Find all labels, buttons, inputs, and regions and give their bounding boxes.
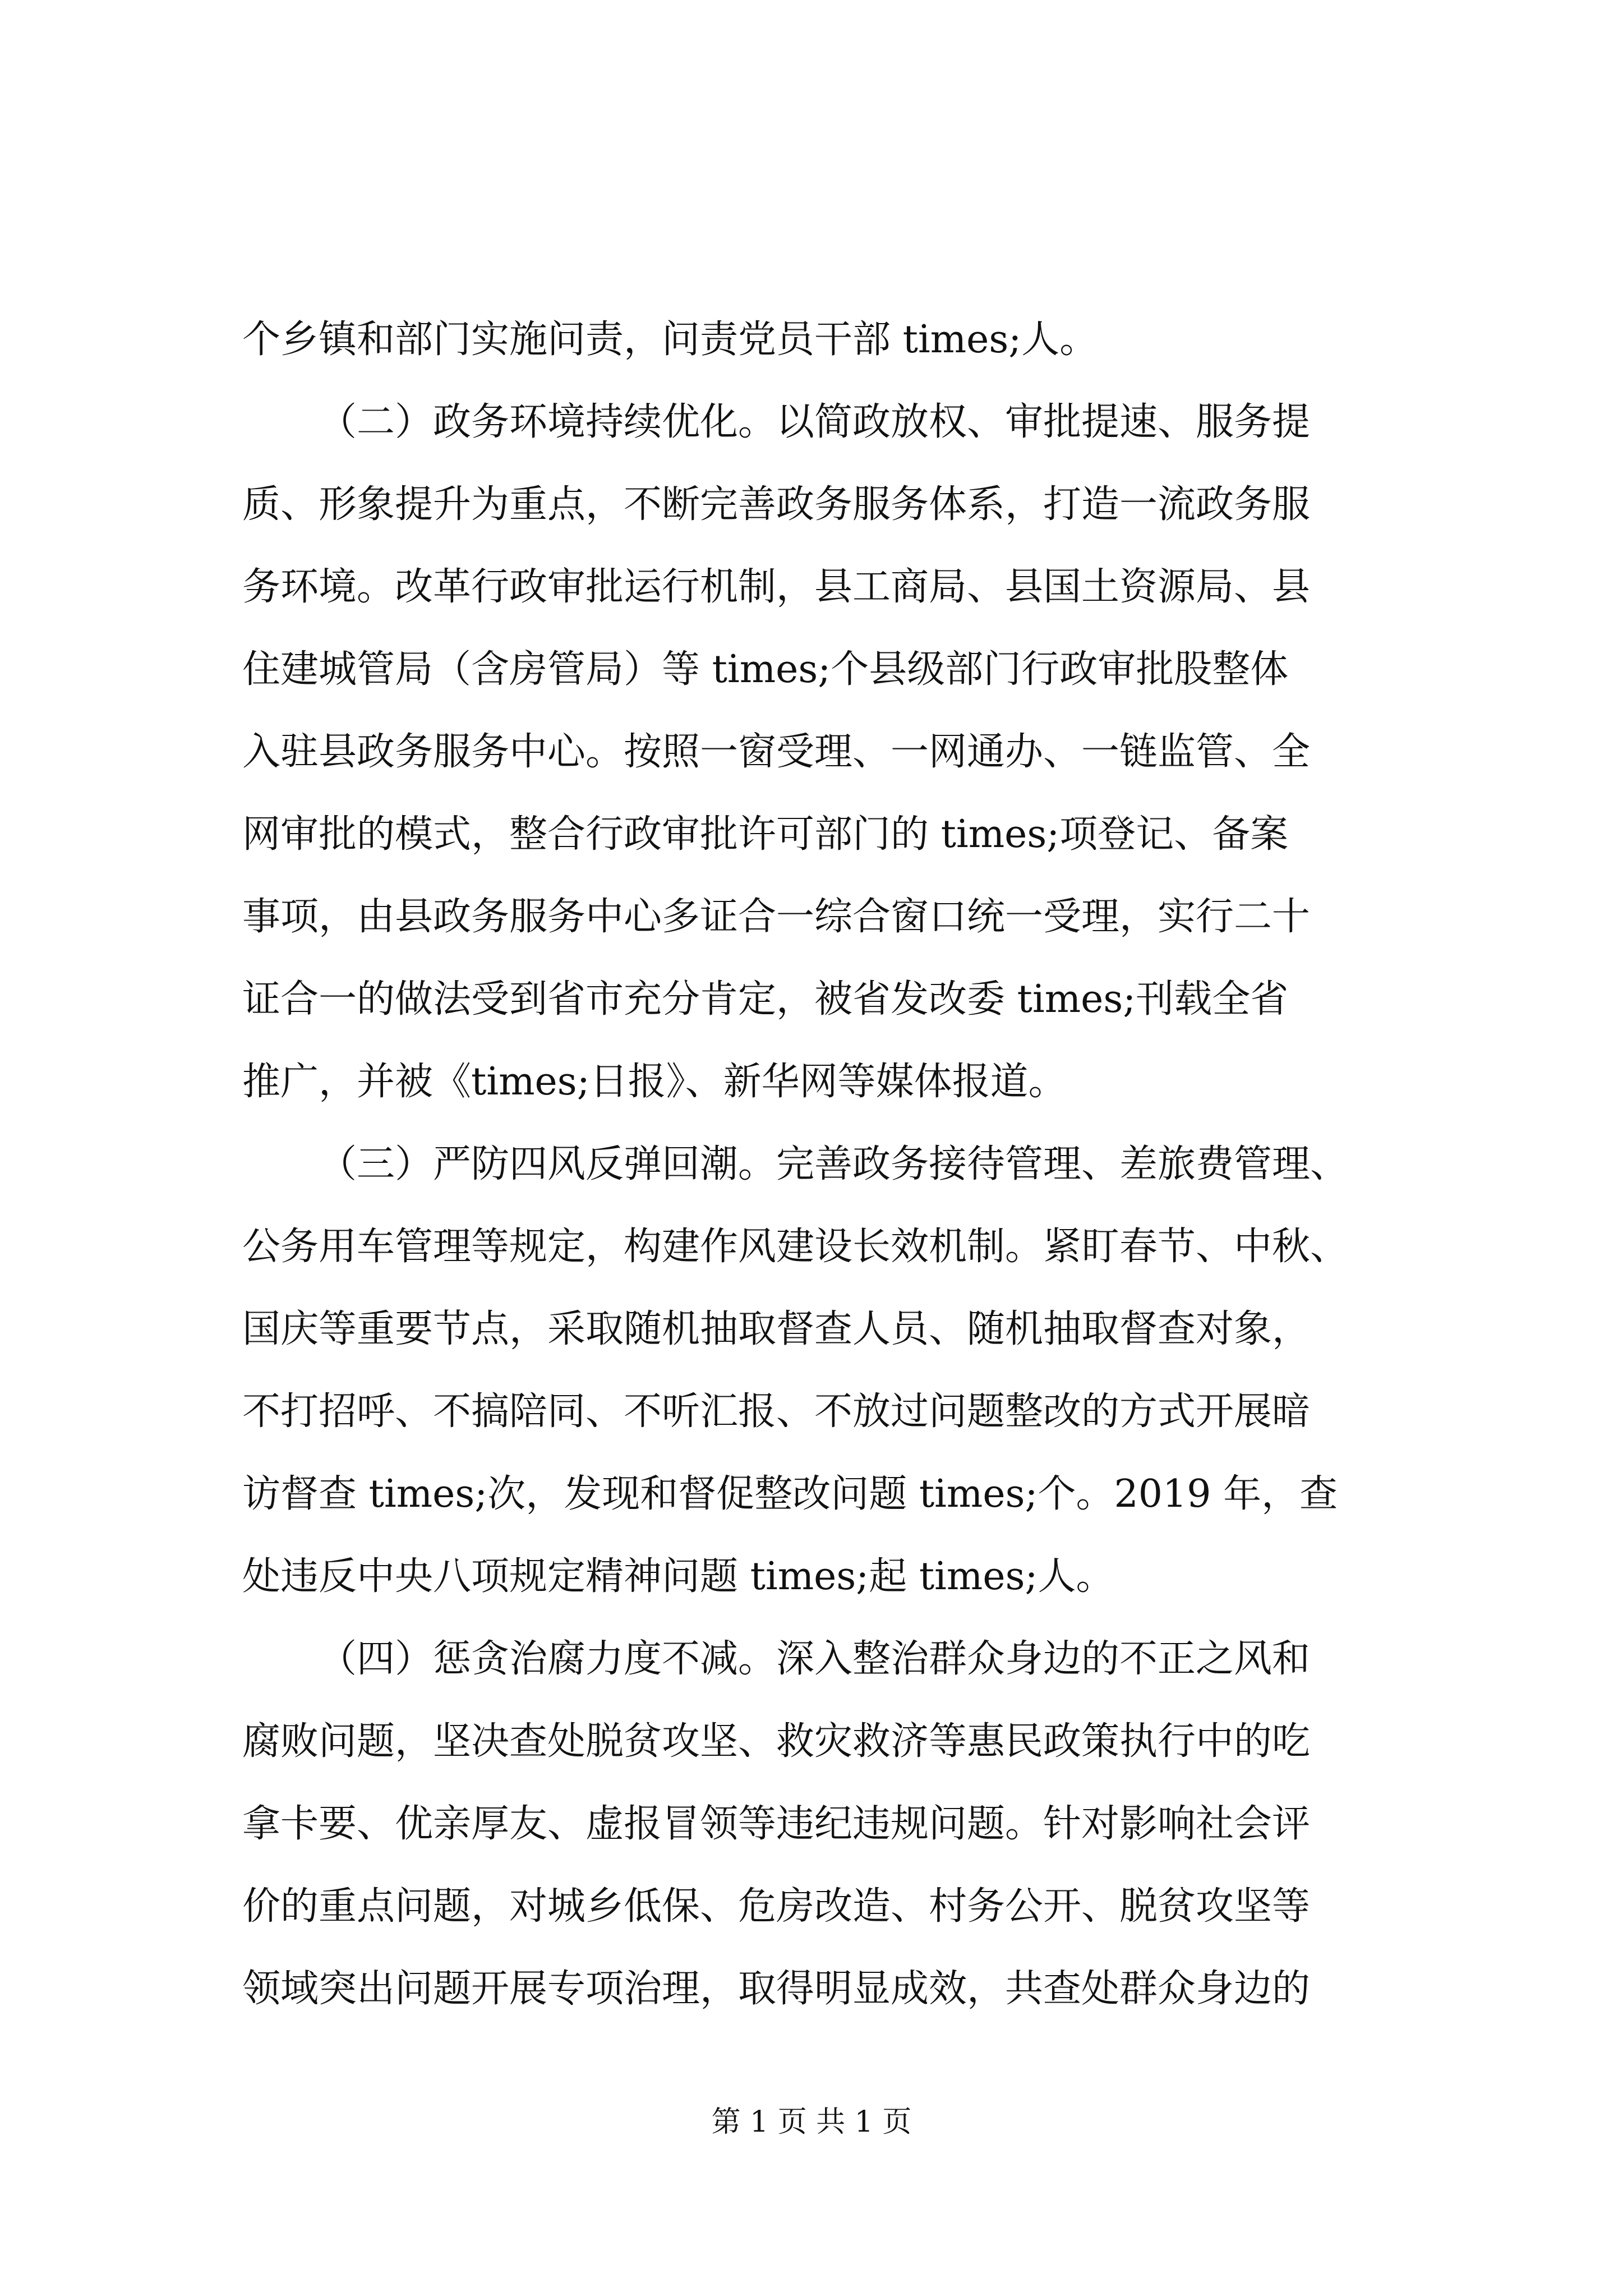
- text-line: 推广，并被《times;日报》、新华网等媒体报道。: [242, 1060, 1067, 1104]
- text-line: 质、形象提升为重点，不断完善政务服务体系，打造一流政务服: [242, 482, 1311, 527]
- text-line: 事项，由县政务服务中心多证合一综合窗口统一受理，实行二十: [242, 895, 1311, 939]
- text-line: 网审批的模式，整合行政审批许可部门的 times;项登记、备案: [242, 812, 1289, 857]
- text-line: 公务用车管理等规定，构建作风建设长效机制。紧盯春节、中秋、: [242, 1225, 1349, 1269]
- text-line: 访督查 times;次，发现和督促整改问题 times;个。2019 年，查: [242, 1472, 1338, 1516]
- paragraph-heading-2: （二）政务环境持续优化。以简政放权、审批提速、服务提: [319, 400, 1311, 444]
- paragraph-heading-3: （三）严防四风反弹回潮。完善政务接待管理、差旅费管理、: [319, 1142, 1349, 1186]
- text-line: 入驻县政务服务中心。按照一窗受理、一网通办、一链监管、全: [242, 730, 1311, 774]
- text-line: 价的重点问题，对城乡低保、危房改造、村务公开、脱贫攻坚等: [242, 1884, 1311, 1929]
- text-line: 拿卡要、优亲厚友、虚报冒领等违纪违规问题。针对影响社会评: [242, 1802, 1311, 1846]
- text-line: 处违反中央八项规定精神问题 times;起 times;人。: [242, 1554, 1114, 1599]
- page-footer: 第 1 页 共 1 页: [711, 2105, 912, 2139]
- text-line: 住建城管局（含房管局）等 times;个县级部门行政审批股整体: [242, 647, 1289, 692]
- paragraph-heading-4: （四）惩贪治腐力度不减。深入整治群众身边的不正之风和: [319, 1637, 1311, 1681]
- text-line: 不打招呼、不搞陪同、不听汇报、不放过问题整改的方式开展暗: [242, 1389, 1311, 1434]
- text-line: 国庆等重要节点，采取随机抽取督查人员、随机抽取督查对象，: [242, 1307, 1311, 1351]
- text-line: 领域突出问题开展专项治理，取得明显成效，共查处群众身边的: [242, 1967, 1311, 2011]
- text-line: 证合一的做法受到省市充分肯定，被省发改委 times;刊载全省: [242, 977, 1289, 1022]
- text-line: 务环境。改革行政审批运行机制，县工商局、县国土资源局、县: [242, 565, 1311, 609]
- text-line: 腐败问题，坚决查处脱贫攻坚、救灾救济等惠民政策执行中的吃: [242, 1719, 1311, 1764]
- text-line: 个乡镇和部门实施问责，问责党员干部 times;人。: [242, 318, 1098, 362]
